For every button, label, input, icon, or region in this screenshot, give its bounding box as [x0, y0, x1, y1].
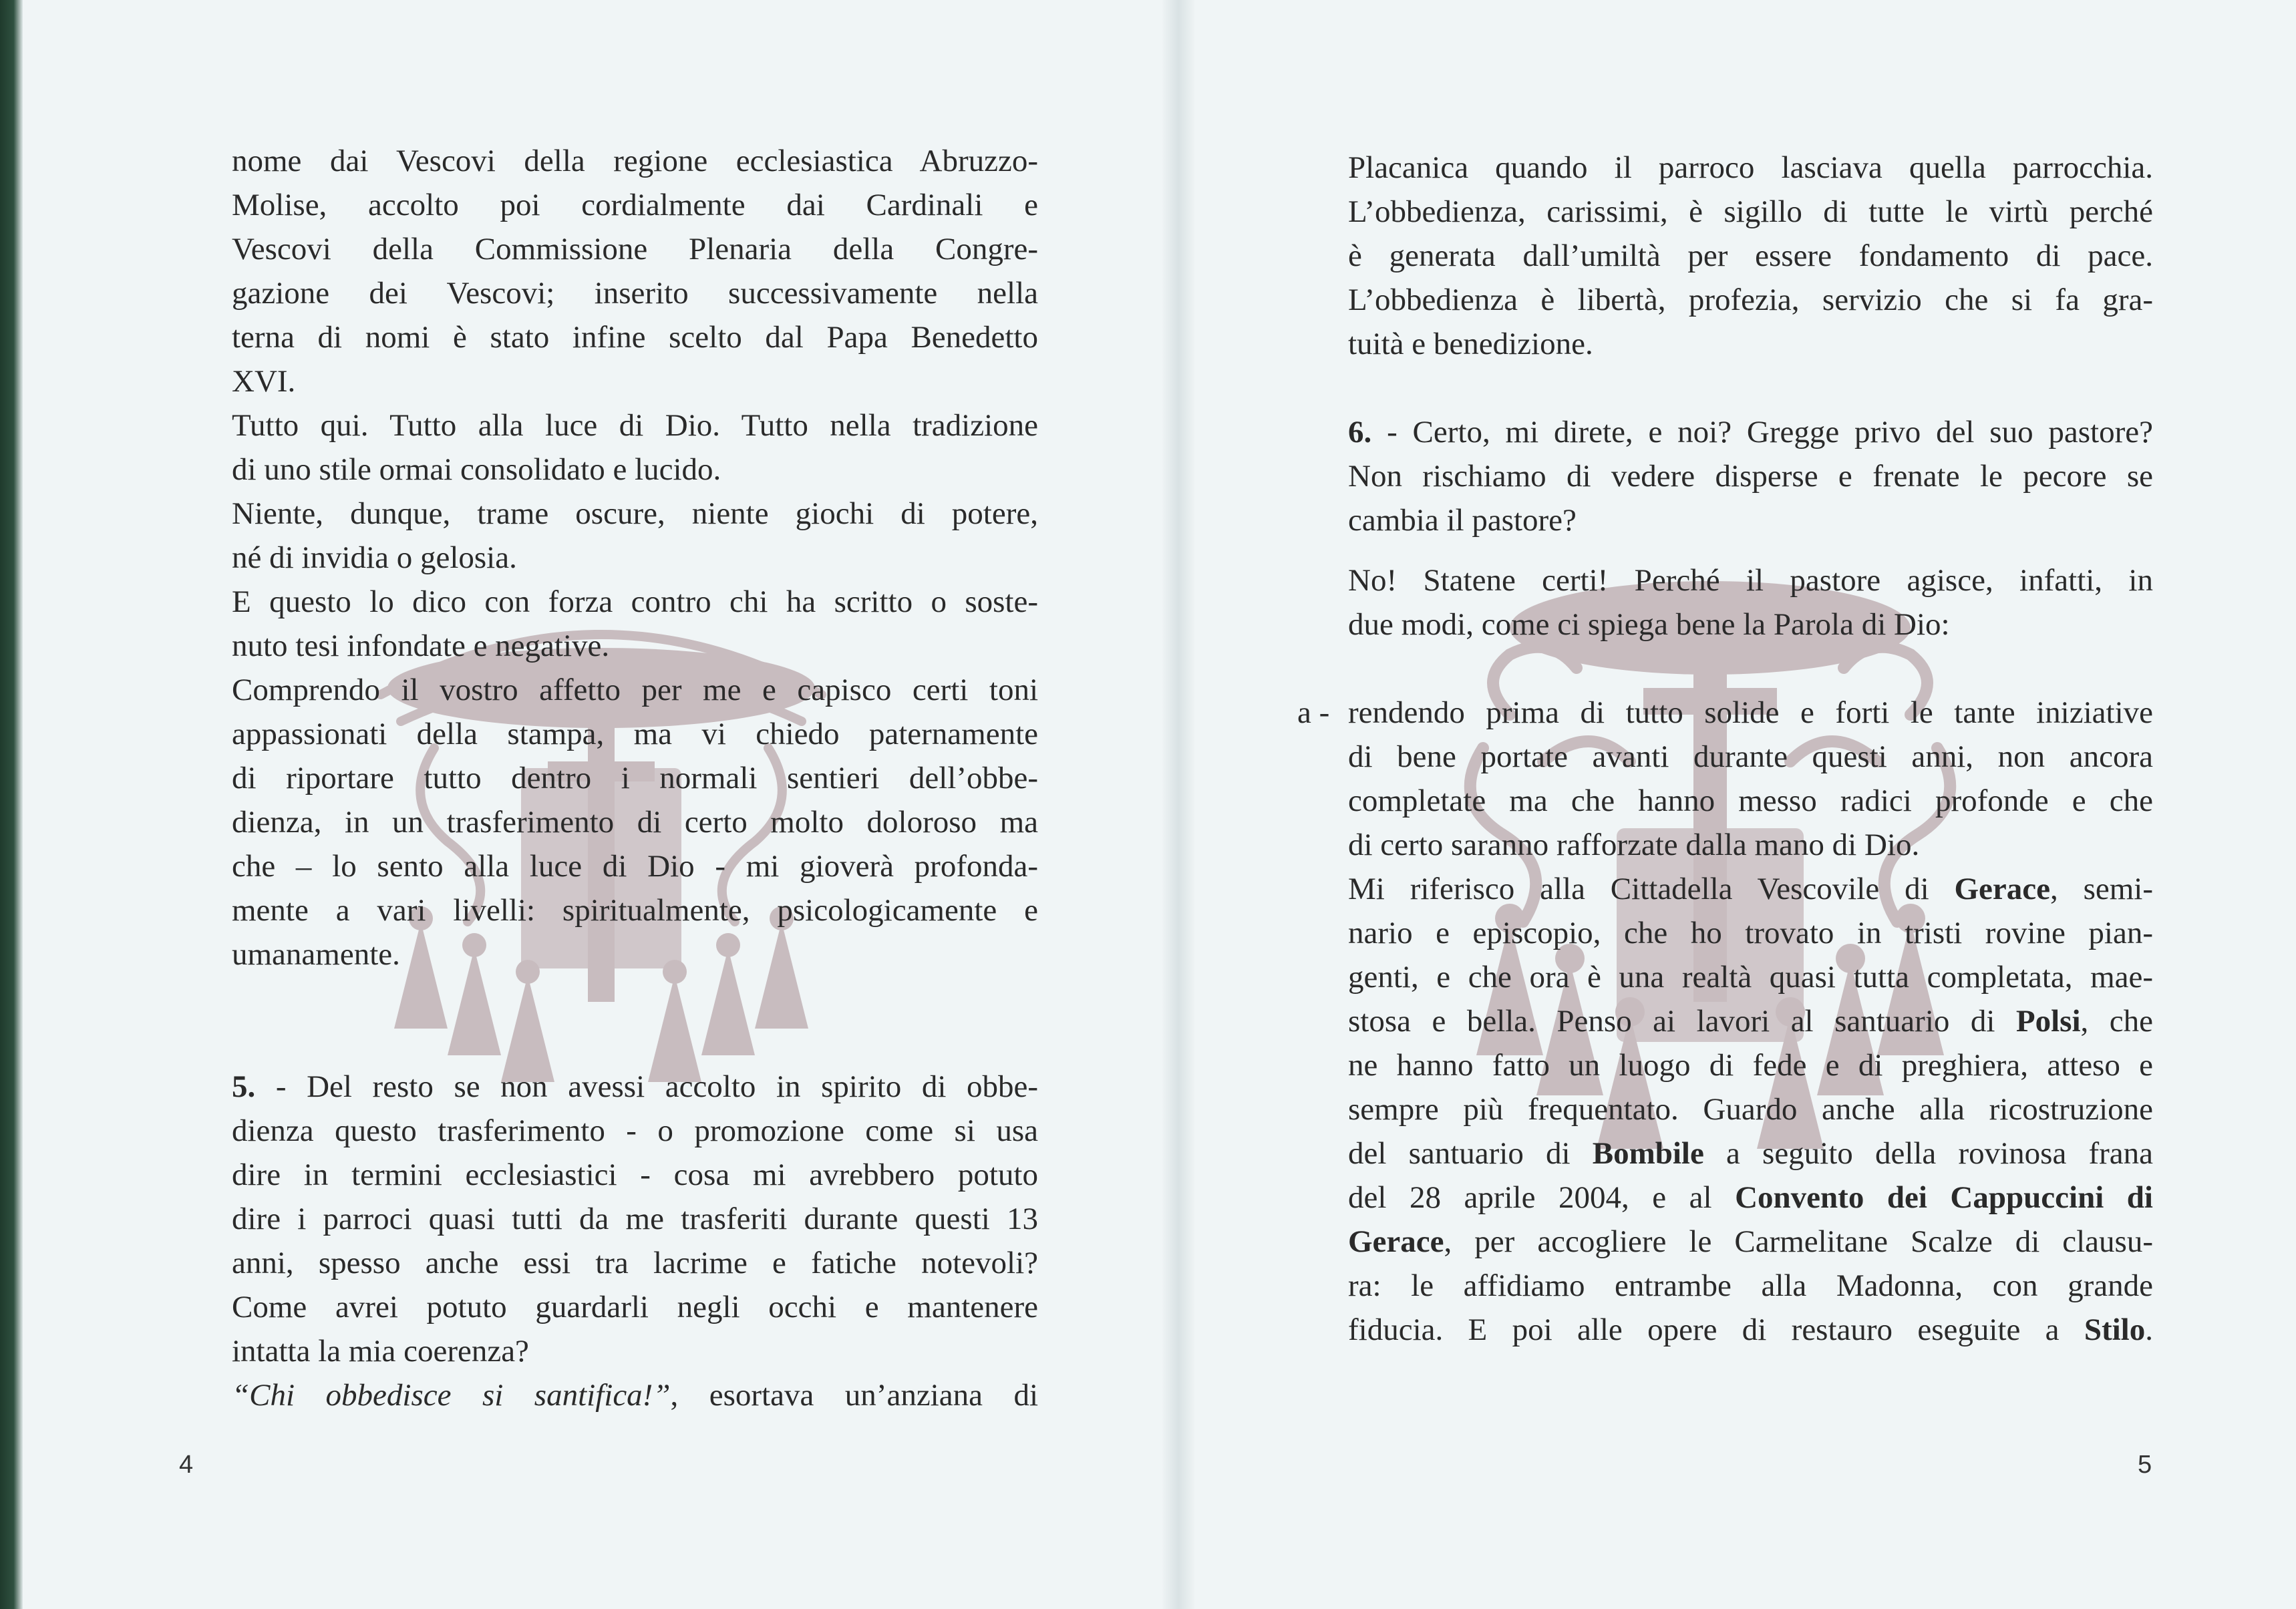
book-cover-edge [0, 0, 23, 1609]
section-5 [232, 1065, 1038, 1417]
text-line: umanamente. [232, 937, 400, 972]
text-line: E questo lo dico con forza contro chi ha scritto o soste- [232, 584, 1038, 619]
section-number: 6. [1348, 415, 1372, 450]
text-span: stosa e bella. Penso ai lavori al santuario di [1348, 1004, 2016, 1039]
list-marker: a - [1297, 695, 1330, 730]
text-line: intatta la mia coerenza? [232, 1334, 529, 1369]
text-line: né di invidia o gelosia. [232, 540, 517, 575]
text-line [232, 1065, 1038, 1109]
text-line: gazione dei Vescovi; inserito successivamente nella [232, 276, 1038, 311]
place-name: Bombile [1592, 1136, 1704, 1171]
quote: “Chi obbedisce si santifica!” [232, 1378, 671, 1413]
place-name: Gerace [1954, 872, 2050, 906]
text-line: nuto tesi infondate e negative. [232, 629, 610, 663]
text-line: due modi, come ci spiega bene la Parola di Dio: [1348, 607, 1950, 642]
text-line: dire i parroci quasi tutti da me trasferiti durante questi 13 [232, 1202, 1038, 1236]
text-line: genti, e che ora è una realtà quasi tutta completata, mae- [1348, 960, 2153, 995]
text-line [1348, 1176, 2153, 1220]
text-span: del 28 aprile 2004, e al [1348, 1180, 1736, 1215]
text-line: No! Statene certi! Perché il pastore agisce, infatti, in [1348, 563, 2153, 598]
text-line: è generata dall’umiltà per essere fondamento di pace. [1348, 238, 2153, 273]
paragraph-niente [232, 492, 1038, 580]
text-line: ne hanno fatto un luogo di fede e di preghiera, atteso e [1348, 1048, 2153, 1083]
text-line: Come avrei potuto guardarli negli occhi e mantenere [232, 1290, 1038, 1324]
text-line: terna di nomi è stato infine scelto dal Papa Benedetto [232, 320, 1038, 355]
text-span: Mi riferisco alla Cittadella Vescovile di [1348, 872, 1955, 906]
text-line: dienza questo trasferimento - o promozione come si usa [232, 1113, 1038, 1148]
text-line: tuità e benedizione. [1348, 327, 1593, 361]
text-line: dire in termini ecclesiastici - cosa mi avrebbero potuto [232, 1157, 1038, 1192]
text-span: . [2145, 1312, 2153, 1347]
text-span: - Del resto se non avessi accolto in spirito di obbe- [255, 1069, 1038, 1104]
text-line: anni, spesso anche essi tra lacrime e fatiche notevoli? [232, 1246, 1038, 1280]
text-line: di uno stile ormai consolidato e lucido. [232, 452, 721, 487]
book-gutter [1162, 0, 1194, 1609]
section-6 [1348, 410, 2153, 542]
text-line: L’obbedienza è libertà, profezia, servizio che si fa gra- [1348, 283, 2153, 317]
text-line: mente a vari livelli: spiritualmente, psicologicamente e [232, 893, 1038, 928]
place-name: Stilo [2084, 1312, 2146, 1347]
text-line: Placanica quando il parroco lasciava quella parrocchia. [1348, 150, 2153, 185]
text-line: Non rischiamo di vedere disperse e frenate le pecore se [1348, 459, 2153, 494]
text-span: - Certo, mi direte, e noi? Gregge privo del suo pastore? [1371, 415, 2153, 450]
text-line: Vescovi della Commissione Plenaria della Congre- [232, 232, 1038, 266]
page-number-left: 4 [179, 1451, 194, 1479]
paragraph-nomination [232, 139, 1038, 403]
paragraph-e-questo [232, 580, 1038, 668]
text-line [1348, 867, 2153, 911]
left-page-text [232, 139, 1038, 1417]
text-span: a seguito della rovinosa frana [1703, 1136, 2153, 1171]
paragraph-no-statene [1348, 558, 2153, 647]
place-name: Convento dei Cappuccini di [1735, 1180, 2153, 1215]
place-name: Gerace [1348, 1224, 1444, 1259]
text-line: di bene portate avanti durante questi anni, non ancora [1348, 739, 2153, 774]
text-line [1348, 1131, 2153, 1176]
text-line: rendendo prima di tutto solide e forti le tante iniziative [1348, 695, 2153, 730]
text-span: del santuario di [1348, 1136, 1593, 1171]
paragraph-comprendo [232, 668, 1038, 976]
text-span: , esortava un’anziana di [670, 1378, 1039, 1413]
text-line: di certo saranno rafforzate dalla mano di Dio. [1348, 828, 1920, 862]
page-number-right: 5 [2138, 1451, 2152, 1479]
place-name: Polsi [2015, 1004, 2081, 1039]
text-line: Molise, accolto poi cordialmente dai Cardinali e [232, 188, 1038, 222]
text-span: fiducia. E poi alle opere di restauro eseguite a [1348, 1312, 2084, 1347]
paragraph-placanica [1348, 146, 2153, 366]
right-page-text [1297, 146, 2154, 1352]
text-line [1348, 410, 2153, 454]
text-line: cambia il pastore? [1348, 503, 1577, 538]
text-line: di riportare tutto dentro i normali sentieri dell’obbe- [232, 761, 1038, 795]
list-item-a [1297, 691, 2153, 867]
text-line: dienza, in un trasferimento di certo molto doloroso ma [232, 805, 1038, 840]
text-line: sempre più frequentato. Guardo anche alla ricostruzione [1348, 1092, 2153, 1127]
text-line: ra: le affidiamo entrambe alla Madonna, con grande [1348, 1268, 2153, 1303]
text-line [232, 1373, 1038, 1417]
paragraph-cittadella [1348, 867, 2153, 1352]
section-number: 5. [232, 1069, 256, 1104]
text-span: , per accogliere le Carmelitane Scalze di clausu- [1444, 1224, 2153, 1259]
text-line: L’obbedienza, carissimi, è sigillo di tutte le virtù perché [1348, 194, 2153, 229]
text-span: , semi- [2050, 872, 2154, 906]
text-span: , che [2080, 1004, 2153, 1039]
text-line: che – lo sento alla luce di Dio - mi gioverà profonda- [232, 849, 1038, 884]
text-line: XVI. [232, 364, 296, 399]
paragraph-tutto-qui [232, 403, 1038, 492]
text-line: completate ma che hanno messo radici profonde e che [1348, 783, 2153, 818]
text-line [1348, 999, 2153, 1043]
text-line [1348, 1308, 2153, 1352]
text-line [1348, 1220, 2153, 1264]
text-line: Tutto qui. Tutto alla luce di Dio. Tutto nella tradizione [232, 408, 1038, 443]
text-line: appassionati della stampa, ma vi chiedo paternamente [232, 717, 1038, 751]
text-line: nome dai Vescovi della regione ecclesiastica Abruzzo- [232, 144, 1038, 178]
text-line: Niente, dunque, trame oscure, niente giochi di potere, [232, 496, 1038, 531]
text-line: Comprendo il vostro affetto per me e capisco certi toni [232, 673, 1038, 707]
text-line: nario e episcopio, che ho trovato in tristi rovine pian- [1348, 916, 2153, 950]
